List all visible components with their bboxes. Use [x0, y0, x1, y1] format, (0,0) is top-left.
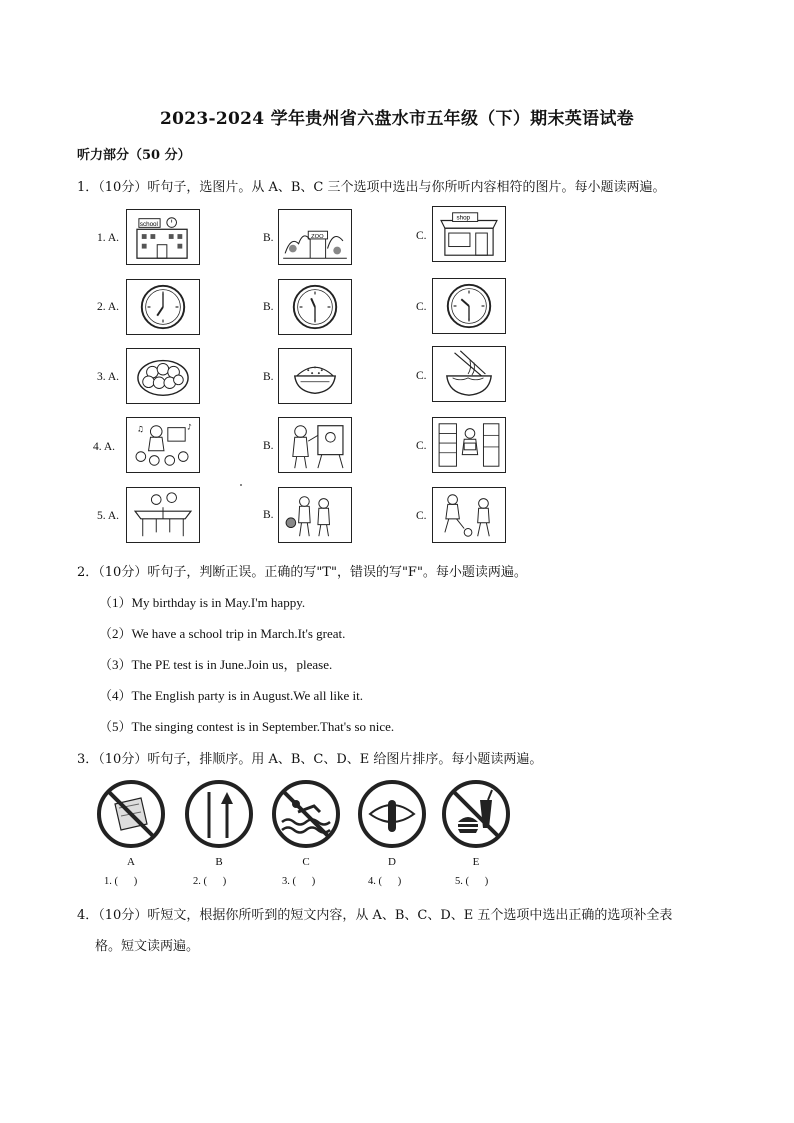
q1-row5-label-c: C.	[416, 510, 427, 522]
q1-row3-label-c: C.	[416, 370, 427, 382]
sign-letter-e: E	[472, 856, 480, 868]
svg-text:♪: ♪	[187, 422, 193, 432]
basketball-picture	[278, 487, 352, 543]
q1-row1-label-c: C.	[416, 230, 427, 242]
page-title: 2023-2024 学年贵州省六盘水市五年级（下）期末英语试卷	[160, 109, 634, 129]
question-3-text: 3．（10分）听句子，排顺序。用 A、B、C、D、E 给图片排序。每小题读两遍。	[77, 752, 543, 767]
svg-text:school: school	[139, 220, 158, 228]
answer-blank-2[interactable]: 2. ( )	[193, 876, 227, 887]
svg-text:♫: ♫	[136, 424, 144, 434]
no-littering-sign	[95, 778, 167, 850]
keep-quiet-sign	[356, 778, 428, 850]
clock-picture	[432, 278, 506, 334]
section-heading: 听力部分（50 分）	[77, 148, 191, 163]
football-picture	[432, 487, 506, 543]
svg-text:shop: shop	[456, 214, 471, 222]
clock-picture	[126, 279, 200, 335]
answer-blank-5[interactable]: 5. ( )	[455, 876, 489, 887]
answer-blank-4[interactable]: 4. ( )	[368, 876, 402, 887]
keep-right-sign	[183, 778, 255, 850]
noodles-picture	[432, 346, 506, 402]
q1-row3-label-a: 3. A.	[97, 371, 120, 383]
q1-row2-label-b: B.	[263, 301, 274, 313]
q1-row4-label-c: C.	[416, 440, 427, 452]
q1-row2-label-a: 2. A.	[97, 301, 120, 313]
answer-blank-3[interactable]: 3. ( )	[282, 876, 316, 887]
singing-picture	[126, 417, 200, 473]
drawing-picture	[278, 417, 352, 473]
question-4-text-continued: 格。短文读两遍。	[95, 939, 200, 954]
answer-blank-1[interactable]: 1. ( )	[104, 876, 138, 887]
question-2-text: 2．（10分）听句子，判断正误。正确的写"T"，错误的写"F"。每小题读两遍。	[77, 565, 527, 580]
q1-row4-label-a: 4. A.	[93, 441, 116, 453]
sign-letter-b: B	[215, 856, 223, 868]
zoo-picture	[278, 209, 352, 265]
no-food-drink-sign	[440, 778, 512, 850]
sign-letter-d: D	[388, 856, 396, 868]
q1-row4-label-b: B.	[263, 440, 274, 452]
school-picture	[126, 209, 200, 265]
q1-row5-label-b: B.	[263, 509, 274, 521]
q2-item-1: （1）My birthday is in May.I'm happy.	[99, 595, 306, 610]
ping-pong-picture	[126, 487, 200, 543]
svg-text:ZOO: ZOO	[311, 233, 324, 240]
reading-picture	[432, 417, 506, 473]
shop-picture	[432, 206, 506, 262]
q2-item-4: （4）The English party is in August.We all like it.	[99, 688, 363, 703]
q2-item-2: （2）We have a school trip in March.It's great.	[99, 626, 346, 641]
q1-row5-label-a: 5. A.	[97, 510, 120, 522]
clock-picture	[278, 279, 352, 335]
q2-item-5: （5）The singing contest is in September.That's so nice.	[99, 719, 395, 734]
q1-row2-label-c: C.	[416, 301, 427, 313]
dumplings-picture	[126, 348, 200, 404]
sign-letter-a: A	[127, 856, 135, 868]
q1-row1-label-b: B.	[263, 232, 274, 244]
no-swimming-sign	[270, 778, 342, 850]
q1-row3-label-b: B.	[263, 371, 274, 383]
q2-item-3: （3）The PE test is in June.Join us，please.	[99, 657, 333, 672]
question-1-text: 1．（10分）听句子，选图片。从 A、B、C 三个选项中选出与你所听内容相符的图片。每小题读两遍。	[77, 180, 666, 195]
q1-row1-label-a: 1. A.	[97, 232, 120, 244]
scan-speck	[240, 484, 242, 486]
question-4-text: 4．（10分）听短文，根据你所听到的短文内容，从 A、B、C、D、E 五个选项中选出正确的选项补全表	[77, 908, 673, 923]
rice-picture	[278, 348, 352, 404]
sign-letter-c: C	[302, 856, 310, 868]
